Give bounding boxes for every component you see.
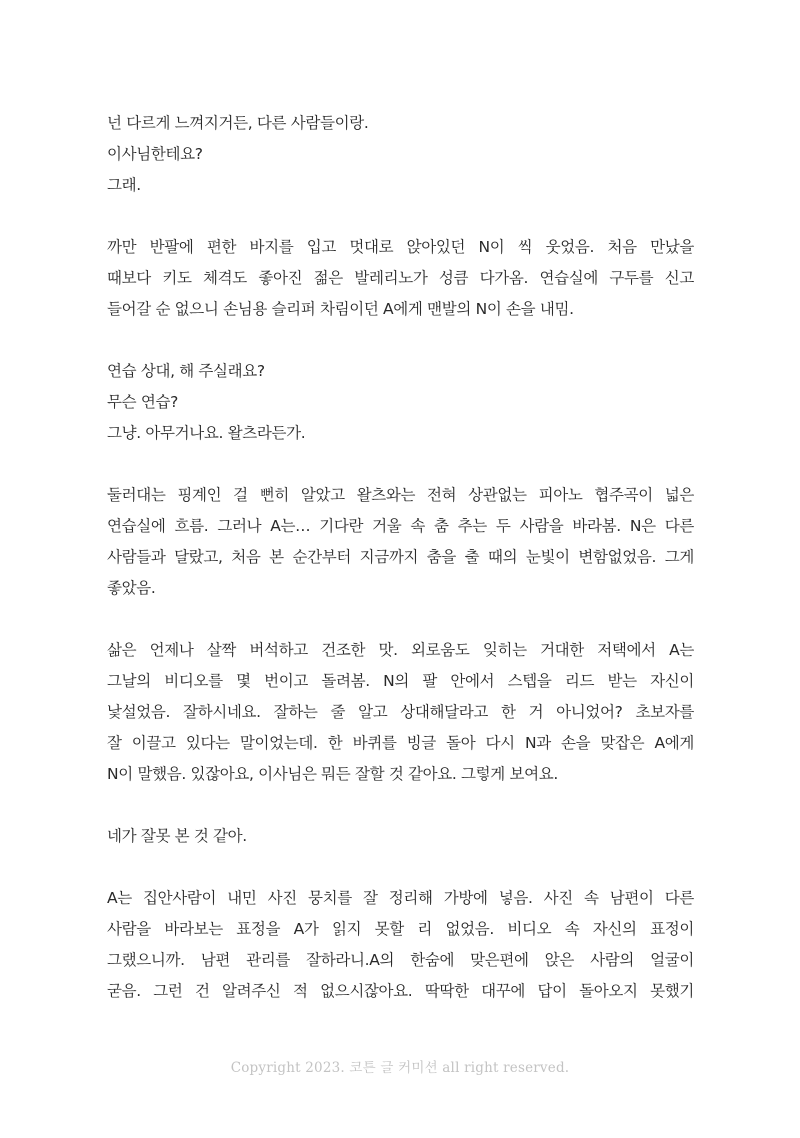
text-line: 잘 이끌고 있다는 말이었는데. 한 바퀴를 빙글 돌아 다시 N과 손을 맞잡은 A에게 xyxy=(107,734,694,752)
paragraph xyxy=(107,480,694,604)
text-line: N이 말했음. 있잖아요, 이사님은 뭐든 잘할 것 같아요. 그렇게 보여요. xyxy=(107,765,558,783)
text-line: 그날의 비디오를 몇 번이고 돌려봄. N의 팔 안에서 스텝을 리드 받는 자신이 xyxy=(107,672,694,690)
paragraph xyxy=(107,635,694,790)
text-line: 사람들과 달랐고, 처음 본 순간부터 지금까지 춤을 출 때의 눈빛이 변함없었음. 그게 xyxy=(107,548,694,566)
text-line: 연습 상대, 해 주실래요? xyxy=(107,362,265,380)
paragraph xyxy=(107,356,694,449)
text-line: 네가 잘못 본 것 같아. xyxy=(107,827,247,845)
text-line: 까만 반팔에 편한 바지를 입고 멋대로 앉아있던 N이 씩 웃었음. 처음 만났을 xyxy=(107,238,694,256)
copyright-footer: Copyright 2023. 코튼 글 커미션 all right reserved. xyxy=(230,1060,570,1076)
paragraph xyxy=(107,883,694,1007)
document-body xyxy=(107,108,694,1038)
text-line: 넌 다르게 느껴지거든, 다른 사람들이랑. xyxy=(107,114,369,132)
text-line: 삶은 언제나 살짝 버석하고 건조한 맛. 외로움도 잊히는 거대한 저택에서 A는 xyxy=(107,641,694,659)
text-line: A는 집안사람이 내민 사진 뭉치를 잘 정리해 가방에 넣음. 사진 속 남편이 다른 xyxy=(107,889,694,907)
text-line: 둘러대는 핑계인 걸 뻔히 알았고 왈츠와는 전혀 상관없는 피아노 협주곡이 넓은 xyxy=(107,486,694,504)
text-line: 그래. xyxy=(107,176,141,194)
text-line: 좋았음. xyxy=(107,579,156,597)
text-line: 사람을 바라보는 표정을 A가 읽지 못할 리 없었음. 비디오 속 자신의 표정이 xyxy=(107,920,694,938)
text-line: 낯설었음. 잘하시네요. 잘하는 줄 알고 상대해달라고 한 거 아니었어? 초보자를 xyxy=(107,703,694,721)
paragraph xyxy=(107,108,694,201)
text-line: 들어갈 순 없으니 손님용 슬리퍼 차림이던 A에게 맨발의 N이 손을 내밈. xyxy=(107,300,574,318)
text-line: 이사님한테요? xyxy=(107,145,203,163)
text-line: 굳음. 그런 건 알려주신 적 없으시잖아요. 딱딱한 대꾸에 답이 돌아오지 못했기 xyxy=(107,982,694,1000)
text-line: 그랬으니까. 남편 관리를 잘하라니.A의 한숨에 맞은편에 앉은 사람의 얼굴이 xyxy=(107,951,694,969)
text-line: 연습실에 흐름. 그러나 A는… 기다란 거울 속 춤 추는 두 사람을 바라봄. N은 다른 xyxy=(107,517,694,535)
paragraph xyxy=(107,232,694,325)
text-line: 때보다 키도 체격도 좋아진 젊은 발레리노가 성큼 다가옴. 연습실에 구두를 신고 xyxy=(107,269,694,287)
paragraph xyxy=(107,821,694,852)
text-line: 그냥. 아무거나요. 왈츠라든가. xyxy=(107,424,306,442)
text-line: 무슨 연습? xyxy=(107,393,178,411)
